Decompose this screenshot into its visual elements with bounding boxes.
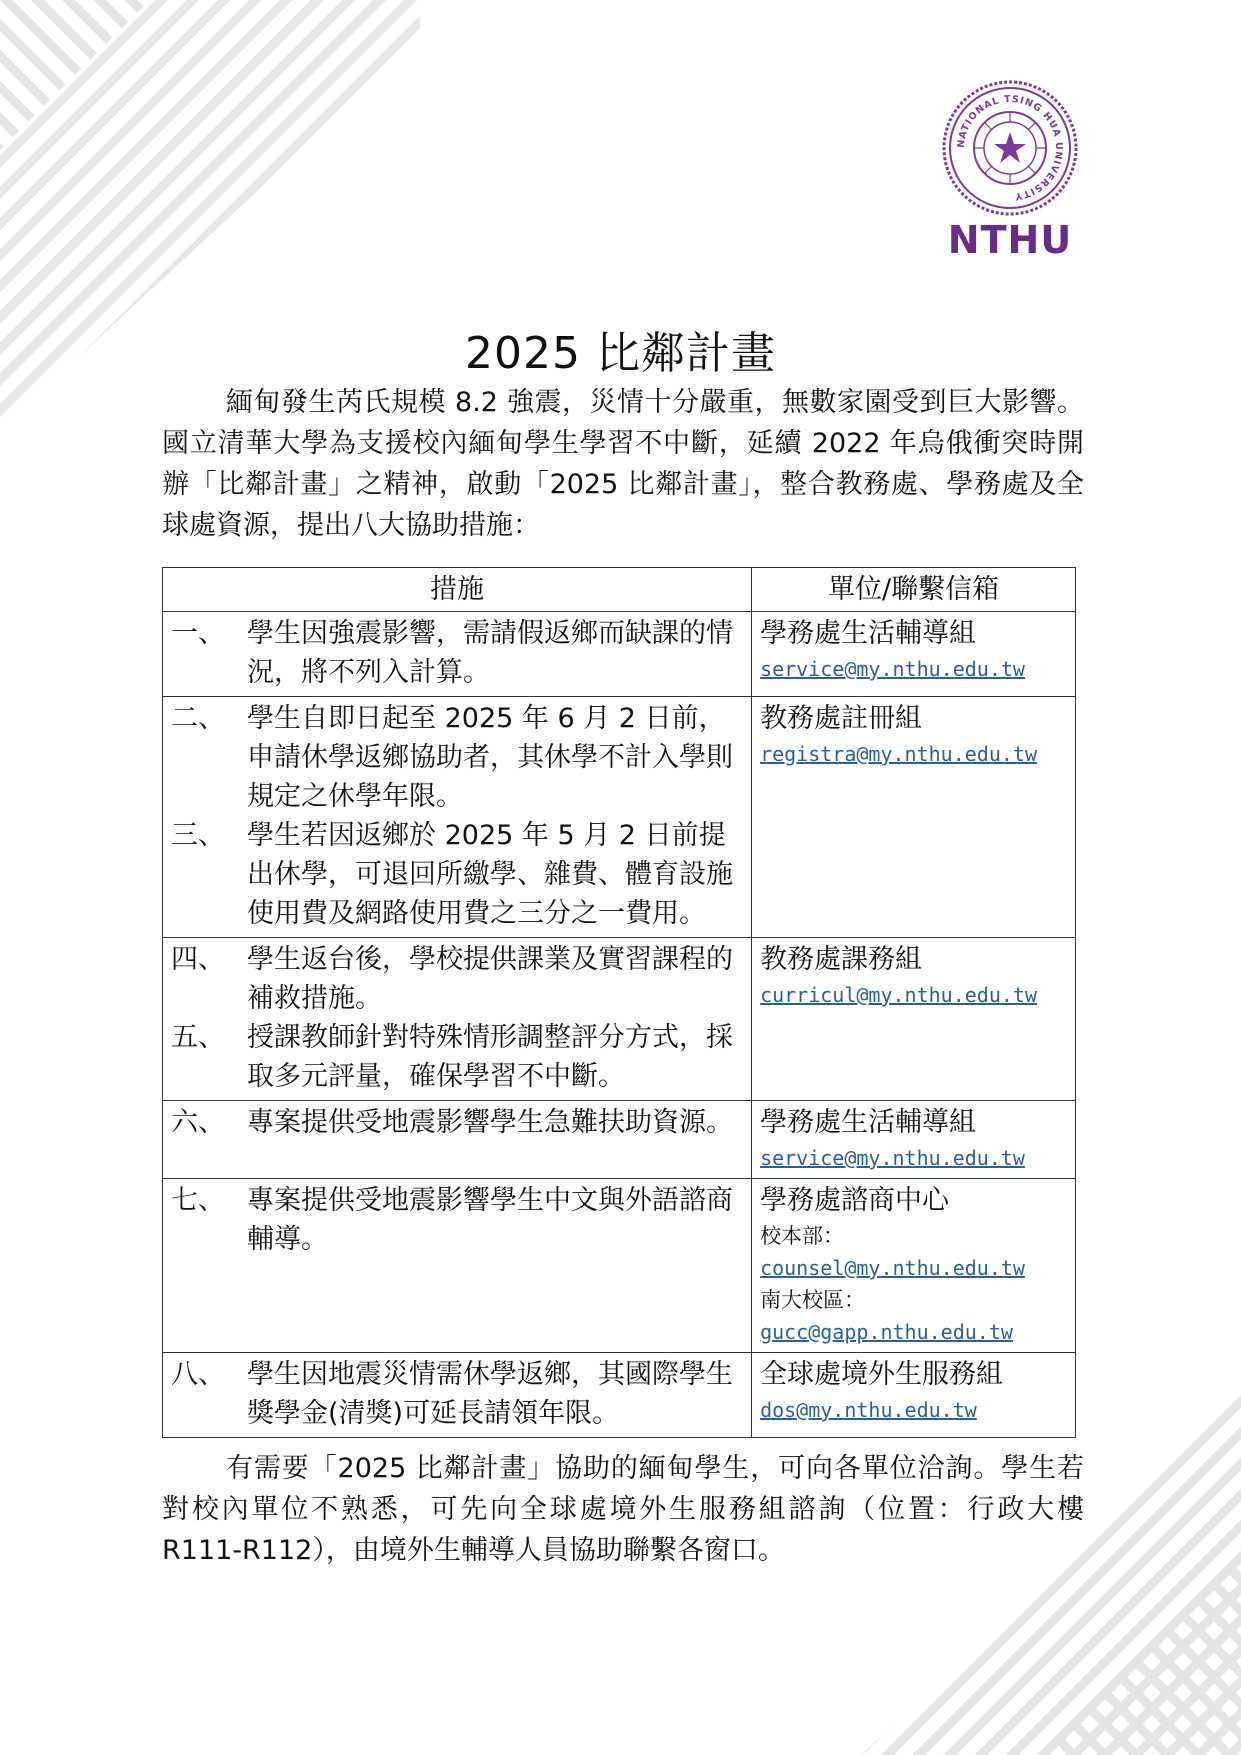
nthu-wordmark: NTHU [947,218,1073,262]
measure-number: 一、 [171,618,225,649]
measure-number: 四、 [171,944,225,975]
table-header-row [163,568,1076,612]
email-link[interactable]: gucc@gapp.nthu.edu.tw [760,1320,1013,1344]
measures-table [162,567,1076,1438]
email-link[interactable]: dos@my.nthu.edu.tw [760,1398,977,1422]
unit-name: 學務處生活輔導組 [760,1107,977,1138]
unit-name: 教務處註冊組 [760,703,923,734]
measure-text: 學生自即日起至 2025 年 6 月 2 日前，申請休學返鄉協助者，其休學不計入學則規定之休學年限。 [247,703,733,812]
email-link[interactable]: service@my.nthu.edu.tw [760,1146,1025,1170]
measure-text: 學生因地震災情需休學返鄉，其國際學生獎學金(清獎)可延長請領年限。 [247,1359,733,1429]
measure-item [171,940,743,1018]
measure-text: 專案提供受地震影響學生急難扶助資源。 [247,1107,733,1138]
measure-item [171,699,743,816]
measure-number: 三、 [171,820,225,851]
nthu-seal-logo [940,78,1080,218]
table-row [163,1353,1076,1438]
closing-paragraph: 有需要「2025 比鄰計畫」協助的緬甸學生，可向各單位洽詢。學生若對校內單位不熟悉，可先向全球處境外生服務組諮詢（位置：行政大樓 R111-R112），由境外生輔導人員協助聯繫各窗口。 [162,1453,1084,1566]
measure-number: 六、 [171,1107,225,1138]
unit-name: 教務處課務組 [760,944,923,975]
measure-text: 授課教師針對特殊情形調整評分方式，採取多元評量，確保學習不中斷。 [247,1022,733,1092]
header-unit-contact: 單位/聯繫信箱 [752,568,1076,612]
email-link[interactable]: service@my.nthu.edu.tw [760,657,1025,681]
measure-item [171,1355,743,1433]
measure-text: 專案提供受地震影響學生中文與外語諮商輔導。 [247,1185,733,1255]
measure-text: 學生若因返鄉於 2025 年 5 月 2 日前提出休學，可退回所繳學、雜費、體育設施使用費及網路使用費之三分之一費用。 [247,820,733,929]
email-link[interactable]: registra@my.nthu.edu.tw [760,742,1038,766]
measure-number: 二、 [171,703,225,734]
email-link[interactable]: curricul@my.nthu.edu.tw [760,983,1038,1007]
page-title: 2025 比鄰計畫 [465,328,776,380]
email-link[interactable]: counsel@my.nthu.edu.tw [760,1256,1025,1280]
table-row [163,1179,1076,1353]
intro-paragraph: 緬甸發生芮氏規模 8.2 強震，災情十分嚴重，無數家園受到巨大影響。國立清華大學為支援校內緬甸學生學習不中斷，延續 2022 年烏俄衝突時開辦「比鄰計畫」之精神，啟動「2025 比鄰計畫」，整合教務處、學務處及全球處資源，提出八大協助措施： [162,387,1084,541]
measure-number: 八、 [171,1359,225,1390]
measure-item [171,614,743,692]
svg-text:NATIONAL TSING HUA UNIVERSITY: NATIONAL TSING HUA UNIVERSITY [955,93,1065,202]
table-row [163,938,1076,1101]
measure-number: 七、 [171,1185,225,1216]
campus-label: 校本部： [760,1224,845,1248]
table-row [163,1101,1076,1179]
measure-text: 學生返台後，學校提供課業及實習課程的補救措施。 [247,944,733,1014]
table-row [163,697,1076,938]
measure-item [171,1018,743,1096]
campus-label: 南大校區： [760,1288,866,1312]
table-row [163,612,1076,697]
measure-text: 學生因強震影響，需請假返鄉而缺課的情況，將不列入計算。 [247,618,733,688]
unit-name: 學務處諮商中心 [760,1185,950,1216]
measure-item [171,1103,743,1142]
measure-item [171,1181,743,1259]
unit-name: 學務處生活輔導組 [760,618,977,649]
measure-item [171,816,743,933]
header-measures: 措施 [163,568,752,612]
measure-number: 五、 [171,1022,225,1053]
unit-name: 全球處境外生服務組 [760,1359,1004,1390]
